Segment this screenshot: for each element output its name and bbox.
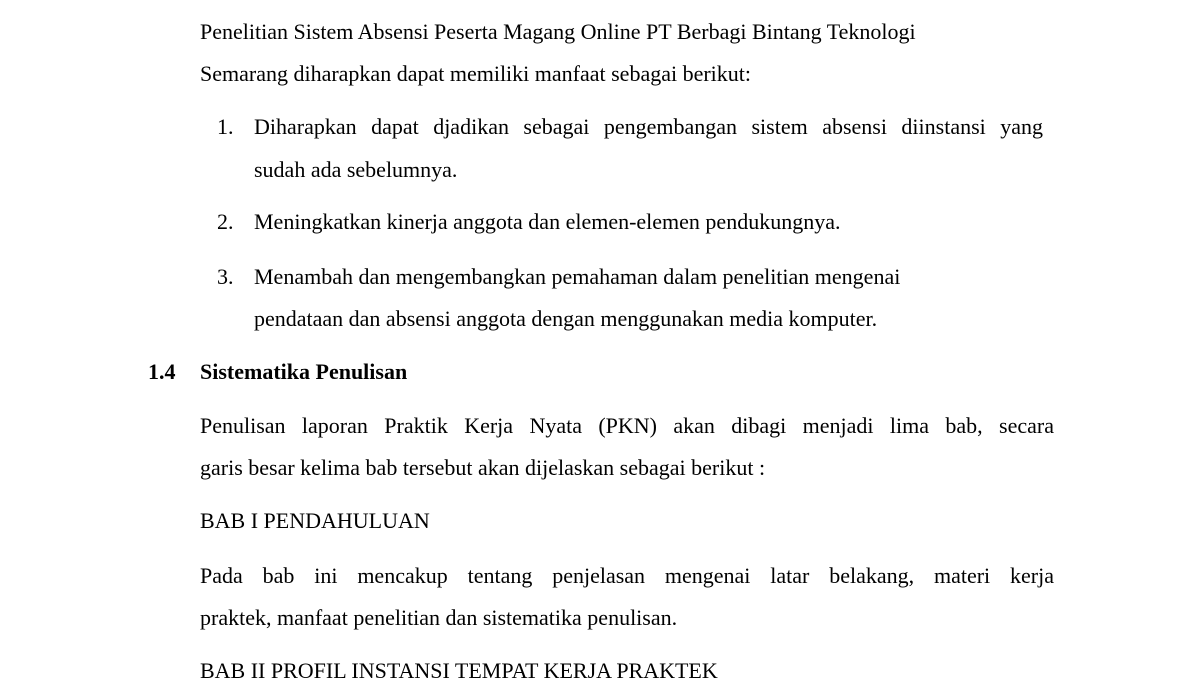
section-number: 1.4 [148,359,176,384]
bab-1-line-1: Pada bab ini mencakup tentang penjelasan mengenai latar belakang, materi kerja [200,563,1054,588]
list-number: 3. [217,264,234,289]
section-para-line-1: Penulisan laporan Praktik Kerja Nyata (PKN) akan dibagi menjadi lima bab, secara [200,413,1054,438]
bab-1-title: BAB I PENDAHULUAN [200,508,430,533]
list-item-1-line-2: sudah ada sebelumnya. [254,157,458,182]
bab-2-title: BAB II PROFIL INSTANSI TEMPAT KERJA PRAKTEK [200,658,718,683]
list-item-2-line-1: Meningkatkan kinerja anggota dan elemen-elemen pendukungnya. [254,209,841,234]
list-number: 1. [217,114,234,139]
section-title: Sistematika Penulisan [200,359,408,384]
intro-line-2: Semarang diharapkan dapat memiliki manfaat sebagai berikut: [200,61,752,86]
intro-line-1: Penelitian Sistem Absensi Peserta Magang Online PT Berbagi Bintang Teknologi [200,19,916,44]
section-para-line-2: garis besar kelima bab tersebut akan dijelaskan sebagai berikut : [200,455,766,480]
list-item-1-line-1: Diharapkan dapat djadikan sebagai pengembangan sistem absensi diinstansi yang [254,114,1043,139]
bab-1-line-2: praktek, manfaat penelitian dan sistematika penulisan. [200,605,678,630]
list-item-3-line-2: pendataan dan absensi anggota dengan menggunakan media komputer. [254,306,878,331]
list-number: 2. [217,209,234,234]
list-item-3-line-1: Menambah dan mengembangkan pemahaman dalam penelitian mengenai [254,264,901,289]
